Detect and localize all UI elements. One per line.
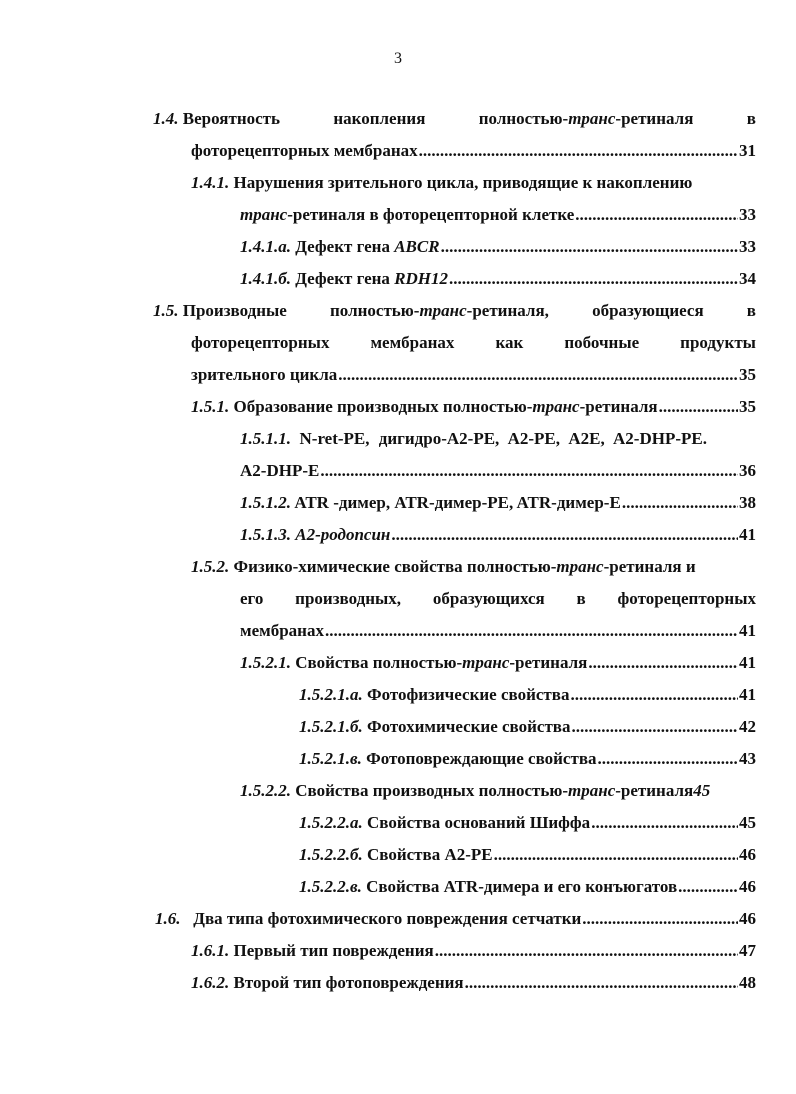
toc-word: мембранах (370, 333, 455, 352)
toc-page: 35 (739, 365, 756, 384)
toc-text: Свойства производных полностью-транс-ретиналя (295, 781, 694, 800)
toc-text: 1.6. Два типа фотохимического повреждения сетчатки (155, 909, 582, 928)
toc-page: 42 (739, 717, 756, 736)
toc-entry-1-4-1-cont (240, 199, 756, 230)
section-number: 1.5.1.1. (240, 429, 291, 448)
toc-entry-1-4-1 (191, 167, 756, 198)
toc-text: N-ret-PE, дигидро-А2-PE, A2-PE, A2E, A2-DHP-PE. (299, 429, 707, 448)
toc-text: 1.4.1.а. Дефект гена ABCR (240, 237, 440, 256)
toc-entry-1-5-2-1-a (299, 679, 756, 710)
toc-word: образующиеся (592, 301, 704, 320)
toc-entry-1-6 (155, 903, 756, 934)
toc-text: мембранах (240, 621, 324, 640)
toc-text: 1.5.2.2.б. Свойства A2-PE (299, 845, 493, 864)
section-number: 1.5.2.2. (240, 781, 291, 800)
toc-text: 1.5.2.1.в. Фотоповреждающие свойства (299, 749, 597, 768)
toc-word: полностью-транс-ретиналя, (330, 301, 549, 320)
toc-page: 34 (739, 269, 756, 288)
toc-word: в (746, 301, 756, 320)
toc-entry-1-5-2 (191, 551, 756, 582)
toc-page: 46 (739, 845, 756, 864)
toc-text: 1.5.1.2. ATR -димер, ATR-димер-PE, ATR-димер-E (240, 493, 621, 512)
toc-entry-1-4-1-b (240, 263, 756, 294)
toc-page: 41 (739, 685, 756, 704)
toc-text: 1.5.2.1. Свойства полностью-транс-ретиналя (240, 653, 588, 672)
toc-entry-1-5-2-1-b (299, 711, 756, 742)
toc-word: как (495, 333, 524, 352)
toc-text: 1.5.1.3. A2-родопсин (240, 525, 391, 544)
toc-page: 46 (739, 877, 756, 896)
toc-page: 41 (739, 653, 756, 672)
toc-page: 45 (739, 813, 756, 832)
toc-word: полностью-транс-ретиналя (478, 109, 694, 128)
toc-entry-1-4-1-a (240, 231, 756, 262)
toc-entry-1-5-2-cont (240, 583, 756, 614)
toc-text: Нарушения зрительного цикла, приводящие к накоплению (233, 173, 693, 192)
toc-entry-1-5-1 (191, 391, 756, 422)
section-number: 1.4. (153, 109, 179, 128)
toc-entry-1-5-2-2-v (299, 871, 756, 902)
toc-word: образующихся (432, 589, 545, 608)
toc-page: 41 (739, 621, 756, 640)
toc-word: в (576, 589, 586, 608)
toc-word: Производные (182, 301, 287, 320)
toc-text: A2-DHP-E (240, 461, 320, 480)
toc-page: 43 (739, 749, 756, 768)
page-number: 3 (394, 50, 402, 67)
toc-entry-1-5-cont (191, 327, 756, 358)
toc-entry-1-5-2-cont2 (240, 615, 756, 646)
toc-text: 1.6.2. Второй тип фотоповреждения (191, 973, 464, 992)
toc-entry-1-5-2-1 (240, 647, 756, 678)
toc-word: побочные (564, 333, 640, 352)
toc-page: 33 (739, 205, 756, 224)
toc-word: его (240, 589, 264, 608)
toc-page: 41 (739, 525, 756, 544)
toc-text: 1.5.2.2.а. Свойства оснований Шиффа (299, 813, 591, 832)
toc-word: фоторецепторных (191, 333, 330, 352)
toc-page: 47 (739, 941, 756, 960)
toc-entry-1-6-1 (191, 935, 756, 966)
toc-entry-1-5-1-1 (240, 423, 756, 454)
toc-entry-1-5-1-3 (240, 519, 756, 550)
toc-text: 1.5.2.1.б. Фотохимические свойства (299, 717, 571, 736)
section-number: 1.5.2. (191, 557, 230, 576)
toc-page: 48 (739, 973, 756, 992)
toc-text: 1.5.1. Образование производных полностью-транс-ретиналя (191, 397, 658, 416)
toc-word: производных, (295, 589, 402, 608)
toc-page: 33 (739, 237, 756, 256)
toc-page: 45 (693, 781, 711, 800)
toc-text: транс-ретиналя в фоторецепторной клетке (240, 205, 575, 224)
toc-entry-1-5-1-2 (240, 487, 756, 518)
toc-entry-1-5-cont2 (191, 359, 756, 390)
toc-word: в (746, 109, 756, 128)
toc-text: Физико-химические свойства полностью-транс-ретиналя и (233, 557, 696, 576)
toc-page: 36 (739, 461, 756, 480)
toc-entry-1-5-2-2 (240, 775, 756, 806)
toc-page: 31 (739, 141, 756, 160)
toc-word: фоторецепторных (617, 589, 756, 608)
toc-entry-1-5-2-2-b (299, 839, 756, 870)
toc-text: 1.5.2.2.в. Свойства ATR-димера и его конъюгатов (299, 877, 678, 896)
toc-entry-1-4-cont (191, 135, 756, 166)
toc-text: зрительного цикла (191, 365, 338, 384)
toc-page: 35 (739, 397, 756, 416)
toc-word: накопления (333, 109, 426, 128)
toc-entry-1-5-2-1-v (299, 743, 756, 774)
toc-text: 1.5.2.1.а. Фотофизические свойства (299, 685, 570, 704)
toc-word: Вероятность (182, 109, 280, 128)
toc-word: продукты (680, 333, 756, 352)
toc-entry-1-5-1-1-cont (240, 455, 756, 486)
toc-entry-1-5 (153, 295, 756, 326)
toc-page: 38 (739, 493, 756, 512)
toc-page: 46 (739, 909, 756, 928)
toc-text: фоторецепторных мембранах (191, 141, 418, 160)
section-number: 1.4.1. (191, 173, 230, 192)
section-number: 1.5. (153, 301, 179, 320)
toc-text: 1.4.1.б. Дефект гена RDH12 (240, 269, 449, 288)
toc-text: 1.6.1. Первый тип повреждения (191, 941, 434, 960)
toc-entry-1-6-2 (191, 967, 756, 998)
toc-entry-1-5-2-2-a (299, 807, 756, 838)
toc-entry-1-4 (153, 103, 756, 134)
